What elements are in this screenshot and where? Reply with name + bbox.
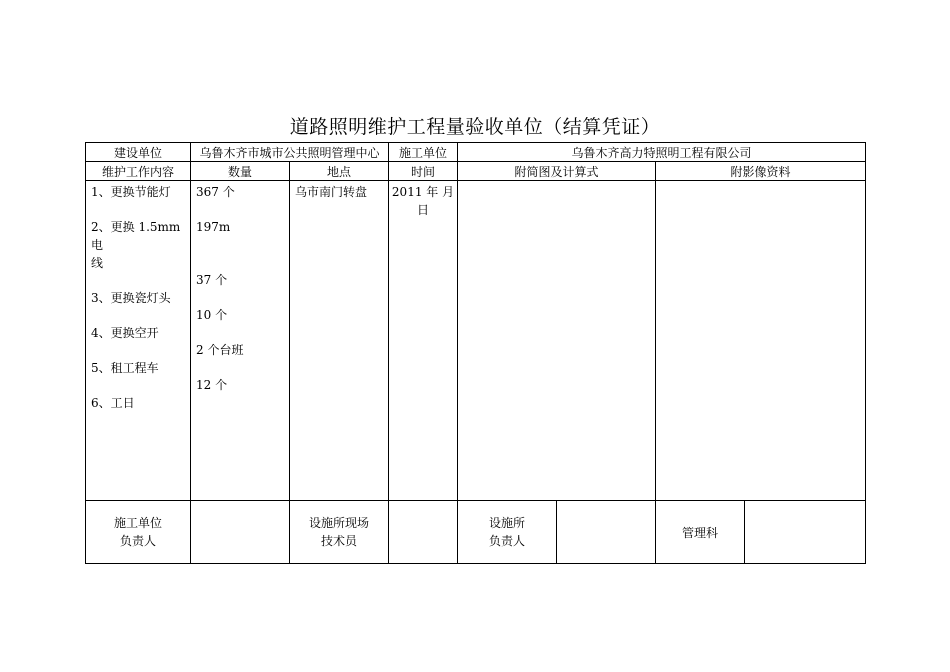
column-header-photos: 附影像资料 — [656, 162, 866, 181]
column-header-row — [86, 162, 866, 181]
sketch-area — [458, 181, 656, 501]
build-unit-value: 乌鲁木齐市城市公共照明管理中心 — [191, 143, 389, 162]
construction-head-signature — [191, 501, 290, 564]
work-item-quantity: 10 个 — [196, 308, 228, 322]
work-item-content: 3、更换瓷灯头 — [91, 291, 171, 305]
time-value-line1: 2011 年 月 — [391, 185, 455, 199]
column-header-content: 维护工作内容 — [86, 162, 191, 181]
column-header-time: 时间 — [389, 162, 458, 181]
column-header-sketch: 附简图及计算式 — [458, 162, 656, 181]
work-item-content: 6、工日 — [91, 396, 135, 410]
construction-head-label: 施工单位 负责人 — [86, 501, 191, 564]
location-cell — [290, 181, 389, 501]
work-item-content: 4、更换空开 — [91, 326, 159, 340]
time-cell — [389, 181, 458, 501]
work-item-quantity: 12 个 — [196, 378, 228, 392]
work-item-content: 5、租工程车 — [91, 361, 159, 375]
acceptance-form-table — [85, 142, 866, 564]
unit-info-row — [86, 143, 866, 162]
management-signature — [745, 501, 866, 564]
signature-row — [86, 501, 866, 564]
construction-unit-label: 施工单位 — [389, 143, 458, 162]
facility-head-signature — [557, 501, 656, 564]
site-technician-label: 设施所现场 技术员 — [290, 501, 389, 564]
location-value: 乌市南门转盘 — [295, 185, 368, 199]
document-title: 道路照明维护工程量验收单位（结算凭证） — [289, 116, 661, 138]
column-header-quantity: 数量 — [191, 162, 290, 181]
work-content-cell — [86, 181, 191, 501]
quantity-cell — [191, 181, 290, 501]
work-item-quantity: 2 个台班 — [196, 343, 244, 357]
time-value-line2: 日 — [417, 203, 430, 217]
work-items-row — [86, 181, 866, 501]
work-item-content-cont: 线 — [91, 256, 104, 270]
column-header-location: 地点 — [290, 162, 389, 181]
work-item-quantity: 197m — [196, 220, 231, 234]
work-item-content: 1、更换节能灯 — [91, 185, 171, 199]
construction-unit-value: 乌鲁木齐高力特照明工程有限公司 — [458, 143, 866, 162]
management-label: 管理科 — [656, 501, 745, 564]
work-item-quantity: 37 个 — [196, 273, 228, 287]
facility-head-label: 设施所 负责人 — [458, 501, 557, 564]
site-technician-signature — [389, 501, 458, 564]
work-item-quantity: 367 个 — [196, 185, 235, 199]
photo-area — [656, 181, 866, 501]
build-unit-label: 建设单位 — [86, 143, 191, 162]
work-item-content: 2、更换 1.5mm 电 — [91, 220, 181, 252]
